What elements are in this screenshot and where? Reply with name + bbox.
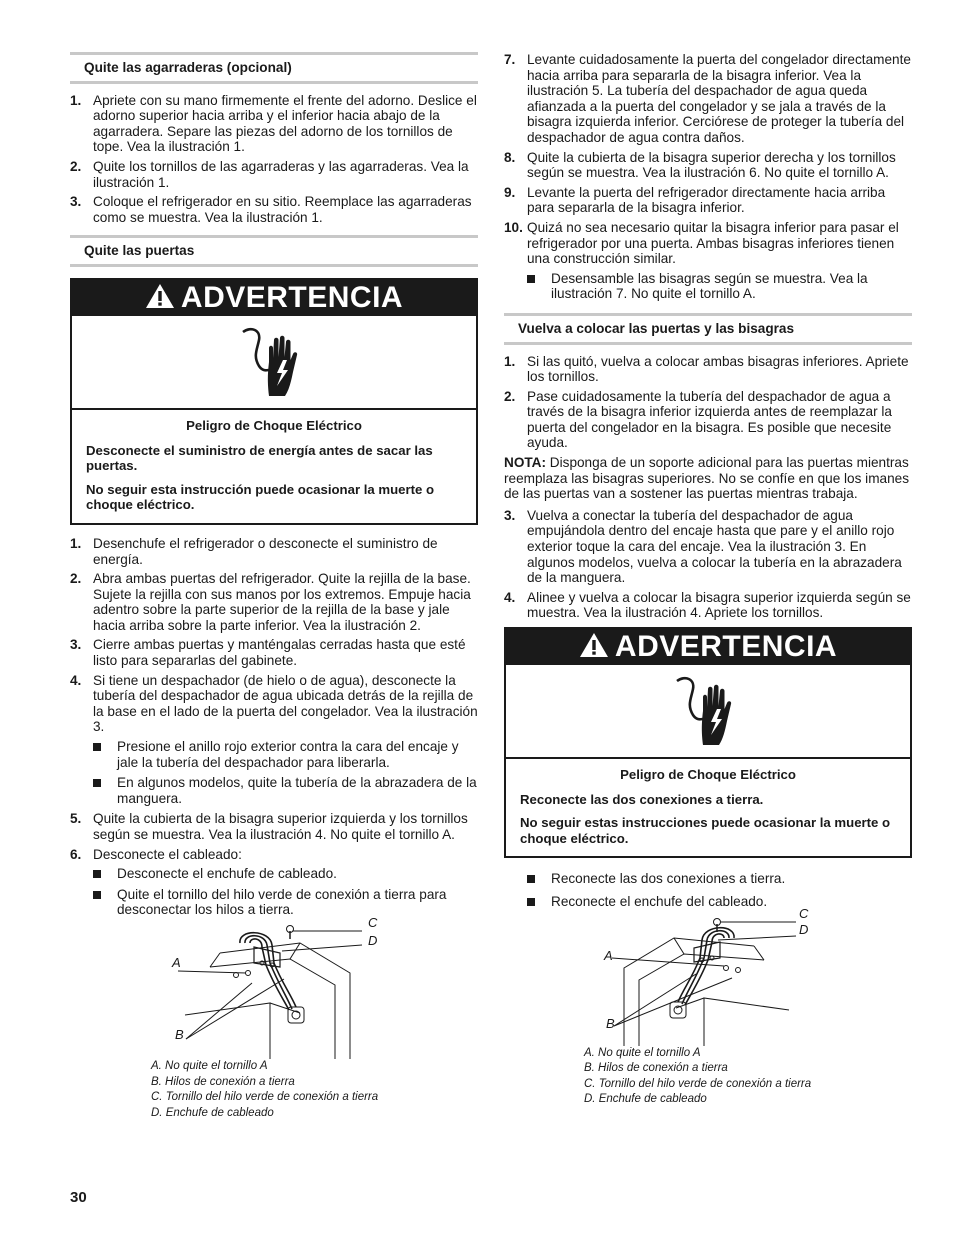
- list-item: 2. Pase cuidadosamente la tubería del despachador de agua a través de la bisagra inferior izquierda antes de reemplazar la puerta del congelador en la bisagra. Es posible que necesite ayuda.: [504, 388, 892, 451]
- bullet-list: [527, 871, 912, 909]
- bullet-item: Reconecte las dos conexiones a tierra.: [527, 871, 912, 887]
- hazard-title: Peligro de Choque Eléctrico: [620, 767, 796, 782]
- warning-title-bar: ADVERTENCIA: [506, 629, 910, 665]
- remove-doors-steps: [70, 536, 478, 918]
- list-item: 1. Si las quitó, vuelva a colocar ambas bisagras inferiores. Apriete los tornillos.: [504, 353, 909, 385]
- bullet-list: [93, 866, 478, 918]
- bullet-item: Quite el tornillo del hilo verde de conexión a tierra para desconectar los hilos a tierra.: [93, 887, 478, 918]
- note-paragraph: NOTA: Disponga de un soporte adicional para las puertas mientras reemplaza las bisagras superiores. No se confíe en que los imanes de las puertas van a sostener las puertas mientras trabaja.: [504, 455, 910, 502]
- list-item: 1. Apriete con su mano firmemente el frente del adorno. Deslice el adorno superior hacia arriba y el inferior hacia abajo de la agarradera. Separe las piezas del adorno de los tornillos de tope. Vea la ilustración 1.: [70, 92, 477, 155]
- list-item: 1. Desenchufe el refrigerador o desconecte el suministro de energía.: [70, 535, 438, 567]
- figure-label-b: B: [175, 1026, 184, 1042]
- bullet-square-icon: [527, 275, 535, 283]
- warning-box: [70, 278, 478, 525]
- bullet-item: Desensamble las bisagras según se muestra. Vea la ilustración 7. No quite el tornillo A.: [527, 271, 912, 302]
- bullet-square-icon: [93, 743, 101, 751]
- list-item: 7. Levante cuidadosamente la puerta del congelador directamente hacia arriba para separarla de la bisagra inferior. Vea la ilustración 5. La tubería del despachador de agua queda afianzada a la puerta del congelador y se jala a través de la bisagra izquierda inferior. Cerciórese de proteger la tubería del despachador de agua contra daños.: [504, 52, 911, 145]
- figure-caption: A. No quite el tornillo A B. Hilos de conexión a tierra C. Tornillo del hilo verde de conexión a tierra D. Enchufe de cableado: [584, 1046, 812, 1106]
- list-item: 5. Quite la cubierta de la bisagra superior izquierda y los tornillos según se muestra. Vea la ilustración 4. No quite el tornillo A.: [70, 811, 468, 842]
- bullet-list: [527, 271, 912, 302]
- hinge-wiring-figure: [584, 905, 912, 1046]
- page-number: 30: [70, 1189, 87, 1206]
- bullet-square-icon: [93, 870, 101, 878]
- figure-label-c: C: [368, 914, 378, 930]
- list-item: 2. Quite los tornillos de las agarraderas y las agarraderas. Vea la ilustración 1.: [70, 158, 469, 190]
- warning-instruction: Desconecte el suministro de energía antes de sacar las puertas.: [86, 442, 433, 474]
- list-item: 2. Abra ambas puertas del refrigerador. Quite la rejilla de la base. Sujete la rejilla con sus manos por los extremos. Empuje hacia adentro sobre la parte superior de la rejilla de la base y jale hacia arriba sobre la parte inferior. Vea la ilustración 2.: [70, 571, 471, 633]
- list-item: 6. Desconecte el cableado: Desconecte el enchufe de cableado. Quite el tornillo del hilo verde de conexión a tierra para desconectar los hilos a tierra.: [70, 847, 478, 918]
- reinstall-steps-continued: [504, 508, 912, 621]
- warning-instruction: Reconecte las dos conexiones a tierra.: [520, 791, 764, 807]
- section-heading-remove-handles: Quite las agarraderas (opcional): [70, 52, 478, 84]
- figure-label-a: A: [172, 954, 181, 970]
- bullet-square-icon: [93, 891, 101, 899]
- remove-handles-steps: [70, 93, 478, 226]
- list-item: 3. Coloque el refrigerador en su sitio. Reemplace las agarraderas como se muestra. Vea la ilustración 1.: [70, 194, 472, 225]
- list-item: 8. Quite la cubierta de la bisagra superior derecha y los tornillos según se muestra. Vea la ilustración 6. No quite el tornillo A.: [504, 149, 896, 181]
- warning-body: [72, 410, 476, 523]
- warning-body: [506, 759, 910, 856]
- list-item: 4. Si tiene un despachador (de hielo o de agua), desconecte la tubería del despachador de agua ubicada detrás de la rejilla de la base en el lado de la puerta del congelador. Vea la ilustración 3. Presione el anillo rojo exterior contra la cara del encaje y jale la tubería del despachador para liberarla. En algunos modelos, quite la tubería de la abrazadera de la manguera.: [70, 672, 478, 806]
- bullet-square-icon: [93, 779, 101, 787]
- figure-label-b: B: [606, 1015, 615, 1031]
- warning-triangle-icon: [579, 632, 609, 662]
- figure-label-d: D: [799, 921, 809, 937]
- bullet-item: Reconecte el enchufe del cableado.: [527, 894, 912, 910]
- figure-label-c: C: [799, 905, 809, 921]
- reinstall-steps: [504, 354, 912, 452]
- figure-label-a: A: [604, 947, 613, 963]
- hinge-wiring-illustration: [150, 923, 390, 1059]
- bullet-list: [93, 739, 478, 806]
- warning-consequence: No seguir esta instrucción puede ocasionar la muerte o choque eléctrico.: [86, 481, 435, 513]
- bullet-square-icon: [527, 875, 535, 883]
- warning-title-bar: ADVERTENCIA: [72, 280, 476, 316]
- bullet-item: Desconecte el enchufe de cableado.: [93, 866, 478, 882]
- list-item: 3. Cierre ambas puertas y manténgalas cerradas hasta que esté listo para separarlas del gabinete.: [70, 637, 466, 669]
- warning-triangle-icon: [145, 283, 175, 313]
- left-column: [70, 52, 478, 1121]
- bullet-item: En algunos modelos, quite la tubería de la abrazadera de la manguera.: [93, 775, 478, 806]
- list-item: 3. Vuelva a conectar la tubería del despachador de agua empujándola dentro del encaje hasta que pare y el anillo rojo exterior toque la cara del encaje. Vea la ilustración 3. En algunos modelos, vuelva a colocar la tubería en la abrazadera de la manguera.: [504, 507, 902, 586]
- remove-doors-steps-continued: [504, 52, 912, 302]
- list-item: 9. Levante la puerta del refrigerador directamente hacia arriba para separarla de la bisagra inferior.: [504, 184, 886, 216]
- warning-box: [504, 627, 912, 858]
- warning-consequence: No seguir estas instrucciones puede ocasionar la muerte o choque eléctrico.: [520, 815, 891, 846]
- hinge-wiring-illustration: [584, 918, 824, 1046]
- bullet-item: Presione el anillo rojo exterior contra la cara del encaje y jale la tubería del despachador para liberarla.: [93, 739, 478, 770]
- electric-shock-hand-icon: [72, 316, 476, 410]
- list-item: 4. Alinee y vuelva a colocar la bisagra superior izquierda según se muestra. Vea la ilustración 4. Apriete los tornillos.: [504, 589, 911, 621]
- list-item: 10. Quizá no sea necesario quitar la bisagra inferior para pasar el refrigerador por una puerta. Ambas bisagras inferiores tienen una construcción similar. Desensamble las bisagras según se muestra. Vea la ilustración 7. No quite el tornillo A.: [504, 220, 912, 302]
- bullet-square-icon: [527, 898, 535, 906]
- electric-shock-hand-icon: [506, 665, 910, 759]
- hazard-title: Peligro de Choque Eléctrico: [186, 417, 362, 433]
- section-heading-remove-doors: Quite las puertas: [70, 235, 478, 267]
- figure-caption: A. No quite el tornillo A B. Hilos de conexión a tierra C. Tornillo del hilo verde de conexión a tierra D. Enchufe de cableado: [151, 1059, 379, 1119]
- section-heading-reinstall-doors: Vuelva a colocar las puertas y las bisagras: [504, 313, 912, 345]
- right-column: [504, 52, 912, 1108]
- figure-label-d: D: [368, 932, 378, 948]
- hinge-wiring-figure: [150, 914, 478, 1059]
